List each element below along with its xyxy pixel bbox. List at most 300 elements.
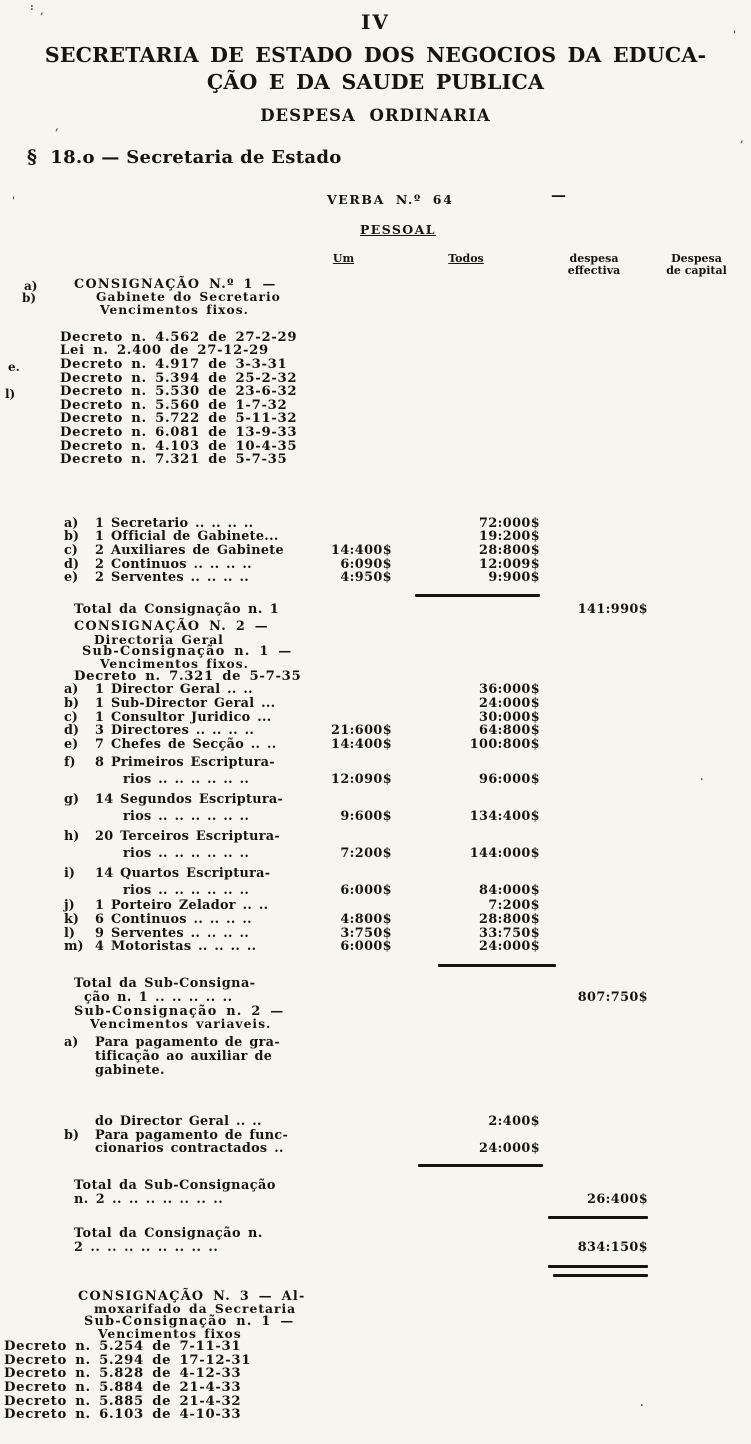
- document-title-line1: SECRETARIA DE ESTADO DOS NEGOCIOS DA EDUCA-: [44, 43, 707, 67]
- despesa-capital-cell: [648, 913, 728, 927]
- um-value: [295, 1115, 392, 1129]
- despesa-capital-cell: [648, 697, 728, 711]
- um-value: [295, 977, 392, 992]
- item-mark: a): [64, 682, 79, 698]
- despesa-effectiva-value: 834:150$: [577, 1240, 648, 1256]
- todos-value: [392, 603, 540, 618]
- item-label: Para pagamento de func-: [95, 1127, 289, 1143]
- todos-value: 12:009$: [479, 556, 540, 572]
- total-label: n. 2 .. .. .. .. .. .. ..: [74, 1192, 224, 1208]
- consignacao-heading-line: Sub-Consignação n. 1 —: [82, 643, 293, 659]
- despesa-effectiva-value: [540, 940, 648, 954]
- consignacao-heading-line: Vencimentos fixos.: [100, 656, 249, 672]
- todos-value: [392, 1050, 540, 1064]
- pessoal-label: PESSOAL: [360, 222, 436, 237]
- despesa-capital-cell: [648, 882, 728, 899]
- decree-line: Lei n. 2.400 de 27-12-29: [60, 343, 269, 359]
- item-row: [60, 1142, 728, 1156]
- section-symbol: §: [27, 146, 38, 168]
- spacer: [60, 1077, 728, 1115]
- despesa-effectiva-value: [540, 791, 648, 808]
- um-value: 21:600$: [331, 723, 392, 739]
- despesa-capital-cell: [648, 899, 728, 913]
- despesa-capital-cell: [648, 558, 728, 572]
- um-value: 4:800$: [340, 912, 392, 928]
- um-value: [295, 754, 392, 771]
- consignacao-heading-line: Directoria Geral: [94, 631, 224, 647]
- margin-mark: b): [22, 291, 37, 305]
- item-mark: [60, 1050, 95, 1064]
- decree-line: Decreto n. 7.321 de 5-7-35: [60, 452, 288, 468]
- decree-line: Decreto n. 5.828 de 4-12-33: [4, 1366, 242, 1382]
- item-mark: j): [64, 898, 75, 914]
- scan-speck: .: [700, 772, 704, 783]
- todos-value: 28:800$: [479, 543, 540, 559]
- despesa-effectiva-value: [540, 1115, 648, 1129]
- despesa-effectiva-value: [540, 724, 648, 738]
- despesa-capital-cell: [648, 791, 728, 808]
- despesa-effectiva-value: [540, 927, 648, 941]
- item-mark: [60, 1142, 95, 1156]
- despesa-effectiva-value: [540, 865, 648, 882]
- todos-value: 64:800$: [479, 723, 540, 739]
- scan-speck: ': [12, 196, 16, 207]
- item-mark: m): [64, 939, 84, 955]
- smudge-dash: —: [551, 186, 566, 204]
- despesa-capital-cell: [648, 1115, 728, 1129]
- consignacao-heading-line: Vencimentos variaveis.: [90, 1016, 272, 1032]
- item-mark: d): [64, 556, 80, 572]
- section-heading-text: 18.o — Secretaria de Estado: [50, 147, 342, 168]
- item-mark: k): [64, 912, 79, 928]
- item-row: [60, 738, 728, 752]
- section-heading: [27, 146, 342, 168]
- item-label: 1 Sub-Director Geral ...: [95, 696, 276, 712]
- document-title-line2: ÇÃO E DA SAUDE PUBLICA: [206, 70, 545, 94]
- um-value: 6:090$: [340, 556, 392, 572]
- um-value: 6:000$: [340, 883, 392, 899]
- item-label: Para pagamento de gra-: [95, 1035, 280, 1051]
- despesa-capital-cell: [648, 828, 728, 845]
- todos-value: [392, 1036, 540, 1050]
- total-label: ção n. 1 .. .. .. .. ..: [84, 990, 233, 1006]
- despesa-capital-cell: [648, 927, 728, 941]
- consignacao-heading-line: Vencimentos fixos: [98, 1325, 242, 1341]
- despesa-effectiva-value: [540, 571, 648, 585]
- todos-value: 36:000$: [479, 682, 540, 698]
- todos-value: 19:200$: [479, 529, 540, 545]
- um-value: [295, 1241, 392, 1256]
- consignacao-heading-line: Vencimentos fixos.: [100, 301, 249, 317]
- consignacao-heading-line: CONSIGNAÇÃO N. 3 — Al-: [78, 1288, 306, 1304]
- um-value: [295, 1036, 392, 1050]
- scan-speck: :: [30, 2, 34, 13]
- um-value: [295, 991, 392, 1006]
- despesa-capital-cell: [648, 1050, 728, 1064]
- despesa-capital-cell: [648, 1036, 728, 1050]
- item-label: 1 Director Geral .. ..: [95, 682, 253, 698]
- despesa-capital-cell: [648, 517, 728, 531]
- despesa-capital-cell: [648, 738, 728, 752]
- item-row: [60, 771, 728, 788]
- todos-value: [392, 991, 540, 1006]
- despesa-effectiva-value: [540, 808, 648, 825]
- item-label: rios .. .. .. .. .. ..: [123, 809, 250, 825]
- item-label: 2 Continuos .. .. .. ..: [95, 556, 252, 572]
- spacer: [60, 467, 728, 517]
- verba-label: VERBA N.º 64: [327, 192, 454, 207]
- item-label: 14 Quartos Escriptura-: [95, 866, 271, 882]
- despesa-effectiva-value: [540, 1064, 648, 1078]
- um-value: 14:400$: [331, 543, 392, 559]
- item-mark: g): [64, 792, 80, 808]
- total-label: Total da Consignação n.: [74, 1225, 263, 1241]
- despesa-effectiva-value: 26:400$: [587, 1192, 648, 1208]
- despesa-effectiva-value: [540, 711, 648, 725]
- todos-value: [392, 1193, 540, 1208]
- todos-value: [392, 1129, 540, 1143]
- item-mark: c): [64, 709, 78, 725]
- item-mark: [60, 845, 95, 862]
- despesa-capital-cell: [648, 991, 728, 1006]
- item-row: [60, 845, 728, 862]
- todos-value: [392, 754, 540, 771]
- um-value: 9:600$: [340, 809, 392, 825]
- total-row: [60, 1179, 728, 1194]
- item-row: [60, 683, 728, 697]
- decree-line: Decreto n. 5.884 de 21-4-33: [4, 1379, 242, 1395]
- item-row: [60, 517, 728, 531]
- item-mark: a): [64, 1035, 79, 1051]
- despesa-capital-cell: [648, 771, 728, 788]
- total-label: Total da Consignação n. 1: [74, 601, 280, 617]
- despesa-effectiva-value: [540, 1227, 648, 1242]
- budget-table-body: [4, 277, 728, 1423]
- despesa-effectiva-value: [540, 882, 648, 899]
- todos-value: 24:000$: [479, 939, 540, 955]
- um-value: [295, 1064, 392, 1078]
- um-value: [295, 1193, 392, 1208]
- despesa-effectiva-value: [540, 754, 648, 771]
- todos-value: [392, 865, 540, 882]
- scan-speck: ’: [40, 12, 44, 23]
- decree-line: Decreto n. 5.885 de 21-4-32: [4, 1393, 242, 1409]
- todos-value: 84:000$: [479, 883, 540, 899]
- despesa-effectiva-value: [540, 697, 648, 711]
- todos-value: [392, 1179, 540, 1194]
- despesa-effectiva-value: [540, 1179, 648, 1194]
- item-label: cionarios contractados ..: [95, 1141, 284, 1157]
- item-label: gabinete.: [95, 1062, 165, 1078]
- consignacao-heading-line: Gabinete do Secretario: [96, 289, 281, 305]
- total-row: [60, 603, 728, 618]
- despesa-capital-cell: [648, 754, 728, 771]
- scan-speck: ’: [740, 140, 744, 151]
- item-label: tificação ao auxiliar de: [95, 1049, 273, 1065]
- item-mark: e): [64, 736, 79, 752]
- item-label: rios .. .. .. .. .. ..: [123, 772, 250, 788]
- todos-value: 100:800$: [469, 736, 540, 752]
- decree-line: Decreto n. 4.103 de 10-4-35: [60, 438, 298, 454]
- decree-line: Decreto n. 4.917 de 3-3-31: [60, 357, 288, 373]
- despesa-effectiva-value: 141:990$: [577, 601, 648, 617]
- despesa-capital-cell: [648, 1241, 728, 1256]
- item-mark: i): [64, 866, 75, 882]
- consignacao-heading-line: moxarifado da Secretaria: [94, 1301, 297, 1317]
- item-label: 20 Terceiros Escriptura-: [95, 829, 280, 845]
- despesa-capital-cell: [648, 1179, 728, 1194]
- despesa-capital-cell: [648, 724, 728, 738]
- despesa-effectiva-value: [540, 683, 648, 697]
- item-label: 1 Porteiro Zelador .. ..: [95, 898, 269, 914]
- total-row: [60, 977, 728, 992]
- despesa-capital-cell: [648, 1227, 728, 1242]
- despesa-effectiva-value: [540, 1050, 648, 1064]
- scan-speck: .: [640, 1398, 644, 1409]
- item-row: [60, 940, 728, 954]
- despesa-capital-cell: [648, 808, 728, 825]
- total-row: [60, 1241, 728, 1256]
- despesa-effectiva-value: [540, 845, 648, 862]
- um-value: [295, 683, 392, 697]
- item-label: 4 Motoristas .. .. .. ..: [95, 939, 257, 955]
- total-row: [60, 1227, 728, 1242]
- item-row: [60, 882, 728, 899]
- decree-line: Decreto n. 5.254 de 7-11-31: [4, 1339, 242, 1355]
- item-mark: d): [64, 723, 80, 739]
- um-value: [295, 697, 392, 711]
- todos-value: [392, 977, 540, 992]
- despesa-effectiva-value: [540, 558, 648, 572]
- item-row: [60, 1050, 728, 1064]
- decree-line: Decreto n. 7.321 de 5-7-35: [74, 669, 302, 685]
- um-value: [295, 1129, 392, 1143]
- todos-value: 24:000$: [479, 1141, 540, 1157]
- um-value: [295, 530, 392, 544]
- despesa-capital-cell: [648, 544, 728, 558]
- um-value: 12:090$: [331, 772, 392, 788]
- todos-value: 9:900$: [488, 570, 540, 586]
- um-value: [295, 603, 392, 618]
- todos-value: 2:400$: [488, 1114, 540, 1130]
- item-row: [60, 711, 728, 725]
- item-label: 9 Serventes .. .. .. ..: [95, 925, 249, 941]
- um-value: 4:950$: [340, 570, 392, 586]
- consignacao-heading-line: Sub-Consignação n. 2 —: [74, 1003, 285, 1019]
- item-label: rios .. .. .. .. .. ..: [123, 846, 250, 862]
- um-value: [295, 899, 392, 913]
- decree-line: Decreto n. 5.530 de 23-6-32: [60, 384, 298, 400]
- item-label: 2 Auxiliares de Gabinete: [95, 543, 284, 559]
- decree-line: Decreto n. 6.103 de 4-10-33: [4, 1407, 242, 1423]
- item-mark: b): [64, 1127, 80, 1143]
- item-label: 6 Continuos .. .. .. ..: [95, 912, 252, 928]
- todos-value: [392, 1227, 540, 1242]
- consignacao-heading-line: Sub-Consignação n. 1 —: [84, 1313, 295, 1329]
- despesa-capital-cell: [648, 1129, 728, 1143]
- decree-line: Decreto n. 5.294 de 17-12-31: [4, 1352, 252, 1368]
- todos-value: 134:400$: [469, 809, 540, 825]
- item-label: 2 Serventes .. .. .. ..: [95, 570, 249, 586]
- despesa-capital-cell: [648, 865, 728, 882]
- todos-value: 7:200$: [488, 898, 540, 914]
- spacer: [60, 316, 728, 331]
- decree-line: Decreto n. 5.394 de 25-2-32: [60, 370, 298, 386]
- item-row: [60, 724, 728, 738]
- item-row: [60, 1064, 728, 1078]
- todos-value: 33:750$: [479, 925, 540, 941]
- decree-line: Decreto n. 5.722 de 5-11-32: [60, 411, 298, 427]
- item-label: do Director Geral .. ..: [95, 1114, 262, 1130]
- item-mark: e): [64, 570, 79, 586]
- item-label: 3 Directores .. .. .. ..: [95, 723, 255, 739]
- despesa-capital-cell: [648, 1142, 728, 1156]
- item-row: [60, 828, 728, 845]
- todos-value: [392, 791, 540, 808]
- item-row: [60, 1115, 728, 1129]
- column-header-um: Um: [332, 252, 355, 265]
- item-mark: f): [64, 755, 76, 771]
- despesa-effectiva-value: 807:750$: [577, 990, 648, 1006]
- um-value: 7:200$: [340, 846, 392, 862]
- item-row: [60, 530, 728, 544]
- um-value: 3:750$: [340, 925, 392, 941]
- despesa-effectiva-value: [540, 544, 648, 558]
- total-label: Total da Sub-Consignação: [74, 1177, 276, 1193]
- total-label: Total da Sub-Consigna-: [74, 975, 256, 991]
- um-value: 6:000$: [340, 939, 392, 955]
- um-value: [295, 1227, 392, 1242]
- todos-value: [392, 1064, 540, 1078]
- item-row: [60, 558, 728, 572]
- um-value: [295, 1142, 392, 1156]
- item-mark: a): [64, 515, 79, 531]
- item-label: 1 Consultor Juridico ...: [95, 709, 272, 725]
- item-label: 1 Secretario .. .. .. ..: [95, 515, 254, 531]
- decree-line: Decreto n. 5.560 de 1-7-32: [60, 397, 288, 413]
- todos-value: 144:000$: [469, 846, 540, 862]
- margin-mark: a): [24, 279, 38, 293]
- despesa-effectiva-value: [540, 899, 648, 913]
- despesa-capital-cell: [648, 1193, 728, 1208]
- despesa-capital-cell: [648, 571, 728, 585]
- item-mark: [60, 882, 95, 899]
- item-row: [60, 1129, 728, 1143]
- table-column-headers: [60, 253, 745, 277]
- despesa-capital-cell: [648, 530, 728, 544]
- item-row: [60, 571, 728, 585]
- todos-value: 96:000$: [479, 772, 540, 788]
- item-row: [60, 913, 728, 927]
- item-row: [60, 754, 728, 771]
- decree-line: Decreto n. 4.562 de 27-2-29: [60, 329, 298, 345]
- um-value: [295, 828, 392, 845]
- despesa-capital-cell: [648, 1064, 728, 1078]
- despesa-effectiva-value: [540, 738, 648, 752]
- despesa-effectiva-value: [540, 517, 648, 531]
- todos-value: 72:000$: [479, 515, 540, 531]
- item-label: 14 Segundos Escriptura-: [95, 792, 284, 808]
- item-mark: [60, 1115, 95, 1129]
- item-row: [60, 544, 728, 558]
- despesa-effectiva-value: [540, 530, 648, 544]
- item-mark: l): [64, 925, 75, 941]
- margin-mark: e.: [8, 360, 20, 374]
- todos-value: [392, 828, 540, 845]
- total-row: [60, 1193, 728, 1208]
- um-value: [295, 1179, 392, 1194]
- total-label: 2 .. .. .. .. .. .. .. ..: [74, 1240, 219, 1256]
- page-number: IV: [361, 10, 390, 34]
- item-mark: h): [64, 829, 80, 845]
- consignacao-heading-line: CONSIGNAÇÃO N. 2 —: [74, 619, 269, 635]
- despesa-capital-cell: [648, 940, 728, 954]
- despesa-capital-cell: [648, 977, 728, 992]
- item-mark: c): [64, 543, 78, 559]
- margin-mark: l): [5, 387, 16, 401]
- item-row: [60, 808, 728, 825]
- um-value: [295, 1050, 392, 1064]
- despesa-capital-cell: [648, 683, 728, 697]
- decree-line: Decreto n. 6.081 de 13-9-33: [60, 425, 298, 441]
- todos-value: [392, 1241, 540, 1256]
- item-label: rios .. .. .. .. .. ..: [123, 883, 250, 899]
- item-row: [60, 791, 728, 808]
- item-row: [60, 899, 728, 913]
- despesa-capital-cell: [648, 845, 728, 862]
- um-value: 14:400$: [331, 736, 392, 752]
- item-mark: [60, 771, 95, 788]
- despesa-capital-cell: [648, 711, 728, 725]
- todos-value: 30:000$: [479, 709, 540, 725]
- document-title: [0, 42, 751, 96]
- item-row: [60, 697, 728, 711]
- despesa-effectiva-value: [540, 1129, 648, 1143]
- column-header-spacer: [60, 253, 295, 277]
- despesa-capital-cell: [648, 603, 728, 618]
- column-header-despesa-effectiva: despesa effectiva: [567, 252, 621, 277]
- despesa-effectiva-value: [540, 1036, 648, 1050]
- um-value: [295, 865, 392, 882]
- document-subtitle: DESPESA ORDINARIA: [260, 106, 491, 125]
- item-row: [60, 927, 728, 941]
- todos-value: 24:000$: [479, 696, 540, 712]
- um-value: [295, 791, 392, 808]
- item-label: 1 Official de Gabinete...: [95, 529, 279, 545]
- scan-speck: ': [733, 30, 737, 41]
- item-row: [60, 1036, 728, 1050]
- item-mark: [60, 1064, 95, 1078]
- despesa-effectiva-value: [540, 913, 648, 927]
- um-value: [295, 517, 392, 531]
- todos-value: 28:800$: [479, 912, 540, 928]
- item-label: 7 Chefes de Secção .. ..: [95, 736, 277, 752]
- item-mark: b): [64, 696, 80, 712]
- despesa-effectiva-value: [540, 977, 648, 992]
- column-header-todos: Todos: [448, 252, 484, 265]
- despesa-effectiva-value: [540, 771, 648, 788]
- despesa-effectiva-value: [540, 828, 648, 845]
- column-header-despesa-capital: Despesa de capital: [666, 252, 727, 277]
- scan-speck: ’: [55, 128, 59, 139]
- item-mark: [60, 808, 95, 825]
- consignacao-heading-line: CONSIGNAÇÃO N.º 1 —: [74, 277, 277, 292]
- item-mark: b): [64, 529, 80, 545]
- despesa-effectiva-value: [540, 1142, 648, 1156]
- um-value: [295, 711, 392, 725]
- item-row: [60, 865, 728, 882]
- item-label: 8 Primeiros Escriptura-: [95, 755, 275, 771]
